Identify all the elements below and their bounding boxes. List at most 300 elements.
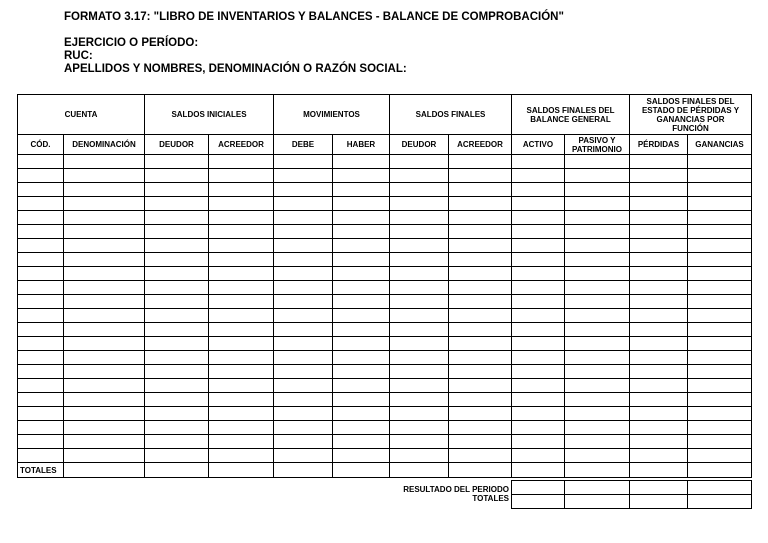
table-cell[interactable]: [333, 351, 390, 365]
table-cell[interactable]: [688, 197, 752, 211]
table-cell[interactable]: [565, 253, 630, 267]
table-cell[interactable]: [209, 281, 274, 295]
table-cell[interactable]: [209, 379, 274, 393]
table-cell[interactable]: [274, 169, 333, 183]
table-row: [18, 323, 752, 337]
table-cell[interactable]: [565, 407, 630, 421]
table-cell[interactable]: [565, 337, 630, 351]
column-header: ACREEDOR: [449, 135, 512, 155]
column-header: HABER: [333, 135, 390, 155]
table-cell[interactable]: [630, 253, 688, 267]
table-cell[interactable]: [18, 337, 64, 351]
table-cell[interactable]: [145, 183, 209, 197]
table-cell[interactable]: [565, 495, 630, 509]
table-cell[interactable]: [390, 239, 449, 253]
table-cell[interactable]: [565, 365, 630, 379]
table-cell[interactable]: [449, 379, 512, 393]
table-cell[interactable]: [18, 155, 64, 169]
table-cell[interactable]: [565, 211, 630, 225]
table-cell[interactable]: [333, 211, 390, 225]
table-row: [18, 351, 752, 365]
table-cell[interactable]: [449, 253, 512, 267]
table-cell[interactable]: [449, 323, 512, 337]
table-cell[interactable]: [630, 337, 688, 351]
table-cell[interactable]: [390, 393, 449, 407]
table-cell[interactable]: [688, 267, 752, 281]
table-cell[interactable]: [145, 267, 209, 281]
table-cell[interactable]: [64, 295, 145, 309]
table-cell[interactable]: [688, 421, 752, 435]
table-cell[interactable]: [209, 295, 274, 309]
table-cell[interactable]: [18, 211, 64, 225]
table-cell[interactable]: [145, 253, 209, 267]
table-cell[interactable]: [274, 323, 333, 337]
table-cell[interactable]: [565, 449, 630, 463]
table-cell[interactable]: [209, 463, 274, 478]
table-cell[interactable]: [449, 365, 512, 379]
table-cell[interactable]: [512, 337, 565, 351]
table-cell[interactable]: [390, 183, 449, 197]
table-cell[interactable]: [64, 225, 145, 239]
table-cell[interactable]: [630, 267, 688, 281]
table-cell[interactable]: [64, 407, 145, 421]
table-cell[interactable]: [145, 463, 209, 478]
table-cell[interactable]: [145, 435, 209, 449]
table-cell[interactable]: [512, 253, 565, 267]
table-cell[interactable]: [64, 393, 145, 407]
table-cell[interactable]: [333, 155, 390, 169]
table-cell[interactable]: [688, 379, 752, 393]
table-cell[interactable]: [145, 309, 209, 323]
table-cell[interactable]: [630, 449, 688, 463]
table-cell[interactable]: [449, 463, 512, 478]
table-cell[interactable]: [209, 225, 274, 239]
table-cell[interactable]: [390, 295, 449, 309]
table-cell[interactable]: [565, 435, 630, 449]
table-cell[interactable]: [64, 323, 145, 337]
table-cell[interactable]: [565, 225, 630, 239]
table-cell[interactable]: [209, 421, 274, 435]
table-cell[interactable]: [209, 407, 274, 421]
table-cell[interactable]: [688, 281, 752, 295]
table-cell[interactable]: [449, 225, 512, 239]
table-cell[interactable]: [390, 449, 449, 463]
table-cell[interactable]: [512, 495, 565, 509]
table-cell[interactable]: [565, 169, 630, 183]
table-cell[interactable]: [390, 337, 449, 351]
table-cell[interactable]: [630, 481, 688, 495]
table-cell[interactable]: [333, 309, 390, 323]
table-cell[interactable]: [688, 449, 752, 463]
table-cell[interactable]: [512, 365, 565, 379]
group-header-cuenta: CUENTA: [18, 95, 145, 135]
table-cell[interactable]: [688, 435, 752, 449]
group-header-saldos-finales: SALDOS FINALES: [390, 95, 512, 135]
table-cell[interactable]: [688, 239, 752, 253]
table-cell[interactable]: [333, 281, 390, 295]
table-cell[interactable]: [688, 211, 752, 225]
table-cell[interactable]: [688, 393, 752, 407]
table-cell[interactable]: [390, 281, 449, 295]
table-cell[interactable]: [209, 253, 274, 267]
table-cell[interactable]: [209, 337, 274, 351]
table-cell[interactable]: [688, 337, 752, 351]
table-row: [18, 183, 752, 197]
table-cell[interactable]: [274, 463, 333, 478]
table-cell[interactable]: [688, 169, 752, 183]
table-cell[interactable]: [390, 421, 449, 435]
table-cell[interactable]: [209, 183, 274, 197]
table-cell[interactable]: [145, 295, 209, 309]
table-cell[interactable]: [512, 463, 565, 478]
table-cell[interactable]: [333, 407, 390, 421]
table-cell[interactable]: [64, 309, 145, 323]
table-cell[interactable]: [274, 449, 333, 463]
table-cell[interactable]: [630, 197, 688, 211]
table-cell[interactable]: [145, 225, 209, 239]
table-cell[interactable]: [274, 253, 333, 267]
table-cell[interactable]: [274, 197, 333, 211]
table-cell[interactable]: [688, 183, 752, 197]
table-cell[interactable]: [630, 435, 688, 449]
table-cell[interactable]: [390, 309, 449, 323]
table-cell[interactable]: [512, 407, 565, 421]
table-cell[interactable]: [512, 239, 565, 253]
table-cell[interactable]: [209, 169, 274, 183]
table-cell[interactable]: [64, 337, 145, 351]
table-cell[interactable]: [449, 435, 512, 449]
table-cell[interactable]: [390, 225, 449, 239]
table-cell[interactable]: [209, 309, 274, 323]
table-cell[interactable]: [512, 169, 565, 183]
table-cell[interactable]: [565, 239, 630, 253]
table-cell[interactable]: [449, 169, 512, 183]
column-header: DEUDOR: [145, 135, 209, 155]
table-cell[interactable]: [630, 183, 688, 197]
table-cell[interactable]: [512, 225, 565, 239]
table-cell[interactable]: [630, 407, 688, 421]
table-cell[interactable]: [512, 295, 565, 309]
table-cell[interactable]: [390, 211, 449, 225]
table-cell[interactable]: [630, 323, 688, 337]
table-cell[interactable]: [64, 239, 145, 253]
table-cell[interactable]: [688, 351, 752, 365]
table-cell[interactable]: [390, 365, 449, 379]
table-cell[interactable]: [688, 253, 752, 267]
table-cell[interactable]: [512, 183, 565, 197]
table-cell[interactable]: [512, 421, 565, 435]
table-cell[interactable]: [512, 351, 565, 365]
table-cell[interactable]: [145, 211, 209, 225]
table-cell[interactable]: [390, 379, 449, 393]
table-cell[interactable]: [18, 183, 64, 197]
table-cell[interactable]: [688, 481, 752, 495]
table-cell[interactable]: [390, 155, 449, 169]
table-cell[interactable]: [565, 155, 630, 169]
table-cell[interactable]: [274, 393, 333, 407]
table-cell[interactable]: [145, 155, 209, 169]
table-cell[interactable]: [449, 267, 512, 281]
table-cell[interactable]: [274, 421, 333, 435]
table-cell[interactable]: [18, 253, 64, 267]
table-cell[interactable]: [565, 309, 630, 323]
table-cell[interactable]: [333, 253, 390, 267]
table-cell[interactable]: [333, 225, 390, 239]
table-cell[interactable]: [145, 421, 209, 435]
table-cell[interactable]: [449, 337, 512, 351]
table-cell[interactable]: [145, 169, 209, 183]
table-cell[interactable]: [512, 379, 565, 393]
table-row: [18, 281, 752, 295]
table-cell[interactable]: [18, 267, 64, 281]
table-cell[interactable]: [390, 407, 449, 421]
table-cell[interactable]: [145, 449, 209, 463]
table-cell[interactable]: [512, 197, 565, 211]
table-cell[interactable]: [333, 421, 390, 435]
table-cell[interactable]: [274, 225, 333, 239]
table-cell[interactable]: [145, 379, 209, 393]
table-cell[interactable]: [64, 267, 145, 281]
table-cell[interactable]: [18, 449, 64, 463]
table-cell[interactable]: [630, 393, 688, 407]
table-cell[interactable]: [274, 281, 333, 295]
table-cell[interactable]: [449, 211, 512, 225]
table-cell[interactable]: [274, 239, 333, 253]
table-cell[interactable]: [449, 393, 512, 407]
table-cell[interactable]: [274, 309, 333, 323]
table-cell[interactable]: [565, 379, 630, 393]
table-cell[interactable]: [565, 323, 630, 337]
table-cell[interactable]: [449, 421, 512, 435]
table-cell[interactable]: [333, 393, 390, 407]
table-cell[interactable]: [18, 351, 64, 365]
table-cell[interactable]: [64, 183, 145, 197]
table-cell[interactable]: [209, 435, 274, 449]
table-cell[interactable]: [18, 323, 64, 337]
table-cell[interactable]: [64, 253, 145, 267]
column-header: DENOMINACIÓN: [64, 135, 145, 155]
table-cell[interactable]: [688, 155, 752, 169]
table-cell[interactable]: [333, 463, 390, 478]
table-cell[interactable]: [333, 435, 390, 449]
table-cell[interactable]: [145, 393, 209, 407]
table-cell[interactable]: [630, 351, 688, 365]
table-cell[interactable]: [64, 365, 145, 379]
table-cell[interactable]: [688, 323, 752, 337]
table-cell[interactable]: [688, 407, 752, 421]
table-cell[interactable]: [449, 309, 512, 323]
table-cell[interactable]: [512, 267, 565, 281]
table-cell[interactable]: [333, 239, 390, 253]
table-cell[interactable]: [565, 421, 630, 435]
table-cell[interactable]: [333, 267, 390, 281]
table-cell[interactable]: [630, 239, 688, 253]
table-cell[interactable]: [209, 449, 274, 463]
table-cell[interactable]: [145, 323, 209, 337]
table-cell[interactable]: [18, 393, 64, 407]
table-cell[interactable]: [630, 365, 688, 379]
table-cell[interactable]: [209, 197, 274, 211]
table-cell[interactable]: [64, 197, 145, 211]
table-cell[interactable]: [512, 435, 565, 449]
table-cell[interactable]: [390, 351, 449, 365]
table-cell[interactable]: [449, 155, 512, 169]
table-cell[interactable]: [565, 393, 630, 407]
table-cell[interactable]: [390, 267, 449, 281]
table-cell[interactable]: [18, 309, 64, 323]
table-cell[interactable]: [64, 449, 145, 463]
table-cell[interactable]: [18, 421, 64, 435]
table-cell[interactable]: [64, 421, 145, 435]
table-cell[interactable]: [688, 309, 752, 323]
table-cell[interactable]: [449, 449, 512, 463]
table-cell[interactable]: [145, 337, 209, 351]
table-cell[interactable]: [630, 295, 688, 309]
table-cell[interactable]: [449, 239, 512, 253]
table-cell[interactable]: [18, 295, 64, 309]
table-cell[interactable]: [274, 337, 333, 351]
table-cell[interactable]: [512, 211, 565, 225]
table-cell[interactable]: [64, 351, 145, 365]
table-cell[interactable]: [333, 295, 390, 309]
table-cell[interactable]: [630, 155, 688, 169]
table-cell[interactable]: [449, 295, 512, 309]
table-cell[interactable]: [145, 197, 209, 211]
table-cell[interactable]: [64, 379, 145, 393]
table-cell[interactable]: [512, 449, 565, 463]
table-cell[interactable]: [630, 281, 688, 295]
group-header-estado-resultados: SALDOS FINALES DEL ESTADO DE PÉRDIDAS Y GANANCIAS POR FUNCIÓN: [630, 95, 752, 135]
column-header: PÉRDIDAS: [630, 135, 688, 155]
table-cell[interactable]: [64, 155, 145, 169]
table-cell[interactable]: [630, 421, 688, 435]
table-cell[interactable]: [209, 267, 274, 281]
table-cell[interactable]: [209, 393, 274, 407]
table-cell[interactable]: [630, 309, 688, 323]
header-row-groups: [18, 95, 752, 135]
table-cell[interactable]: [333, 337, 390, 351]
table-cell[interactable]: [512, 309, 565, 323]
table-cell[interactable]: [333, 449, 390, 463]
table-cell[interactable]: [390, 323, 449, 337]
table-cell[interactable]: [688, 225, 752, 239]
table-cell[interactable]: [64, 435, 145, 449]
table-cell[interactable]: [145, 351, 209, 365]
table-row: [18, 211, 752, 225]
table-cell[interactable]: [449, 407, 512, 421]
column-header: ACREEDOR: [209, 135, 274, 155]
table-cell[interactable]: [512, 323, 565, 337]
table-cell[interactable]: [274, 435, 333, 449]
table-cell[interactable]: [18, 379, 64, 393]
table-cell[interactable]: [565, 197, 630, 211]
table-cell[interactable]: [274, 295, 333, 309]
table-cell[interactable]: [209, 155, 274, 169]
table-cell[interactable]: [274, 183, 333, 197]
table-cell[interactable]: [145, 239, 209, 253]
table-cell[interactable]: [565, 183, 630, 197]
table-cell[interactable]: [274, 407, 333, 421]
table-cell[interactable]: [18, 169, 64, 183]
table-cell[interactable]: [274, 155, 333, 169]
table-cell[interactable]: [449, 351, 512, 365]
table-cell[interactable]: [512, 481, 565, 495]
table-cell[interactable]: [18, 239, 64, 253]
table-cell[interactable]: [64, 281, 145, 295]
table-cell[interactable]: [688, 463, 752, 478]
table-cell[interactable]: [18, 225, 64, 239]
table-cell[interactable]: [333, 323, 390, 337]
table-cell[interactable]: [18, 281, 64, 295]
table-cell[interactable]: [64, 211, 145, 225]
table-cell[interactable]: [565, 481, 630, 495]
table-cell[interactable]: [209, 365, 274, 379]
table-cell[interactable]: [688, 365, 752, 379]
table-cell[interactable]: [390, 197, 449, 211]
table-cell[interactable]: [333, 197, 390, 211]
table-cell[interactable]: [333, 379, 390, 393]
table-cell[interactable]: [630, 211, 688, 225]
table-cell[interactable]: [145, 407, 209, 421]
table-cell[interactable]: [630, 379, 688, 393]
table-cell[interactable]: [390, 253, 449, 267]
table-cell[interactable]: [64, 169, 145, 183]
table-cell[interactable]: [64, 463, 145, 478]
table-cell[interactable]: [565, 463, 630, 478]
table-cell[interactable]: [390, 463, 449, 478]
table-cell[interactable]: [630, 225, 688, 239]
table-cell[interactable]: [449, 281, 512, 295]
table-cell[interactable]: [18, 197, 64, 211]
table-cell[interactable]: [274, 267, 333, 281]
table-cell[interactable]: [18, 365, 64, 379]
table-cell[interactable]: [209, 323, 274, 337]
table-cell[interactable]: [449, 183, 512, 197]
table-cell[interactable]: [630, 495, 688, 509]
table-row: [18, 155, 752, 169]
table-cell[interactable]: [390, 169, 449, 183]
table-cell[interactable]: [565, 295, 630, 309]
table-cell[interactable]: [565, 351, 630, 365]
table-cell[interactable]: [565, 267, 630, 281]
table-cell[interactable]: [630, 463, 688, 478]
table-cell[interactable]: [449, 197, 512, 211]
table-cell[interactable]: [274, 351, 333, 365]
table-cell[interactable]: [333, 183, 390, 197]
table-cell[interactable]: [274, 211, 333, 225]
header-row-columns: [18, 135, 752, 155]
table-cell[interactable]: [274, 365, 333, 379]
table-cell[interactable]: [688, 495, 752, 509]
table-cell[interactable]: [209, 351, 274, 365]
table-cell[interactable]: [209, 239, 274, 253]
table-cell[interactable]: [145, 281, 209, 295]
table-cell[interactable]: [274, 379, 333, 393]
table-cell[interactable]: [630, 169, 688, 183]
table-cell[interactable]: [18, 407, 64, 421]
table-cell[interactable]: [145, 365, 209, 379]
table-cell[interactable]: [688, 295, 752, 309]
table-cell[interactable]: [209, 211, 274, 225]
table-cell[interactable]: [18, 435, 64, 449]
table-cell[interactable]: [333, 169, 390, 183]
table-cell[interactable]: [333, 365, 390, 379]
table-cell[interactable]: [512, 155, 565, 169]
table-cell[interactable]: [512, 281, 565, 295]
table-cell[interactable]: [390, 435, 449, 449]
table-cell[interactable]: [512, 393, 565, 407]
table-cell[interactable]: [565, 281, 630, 295]
